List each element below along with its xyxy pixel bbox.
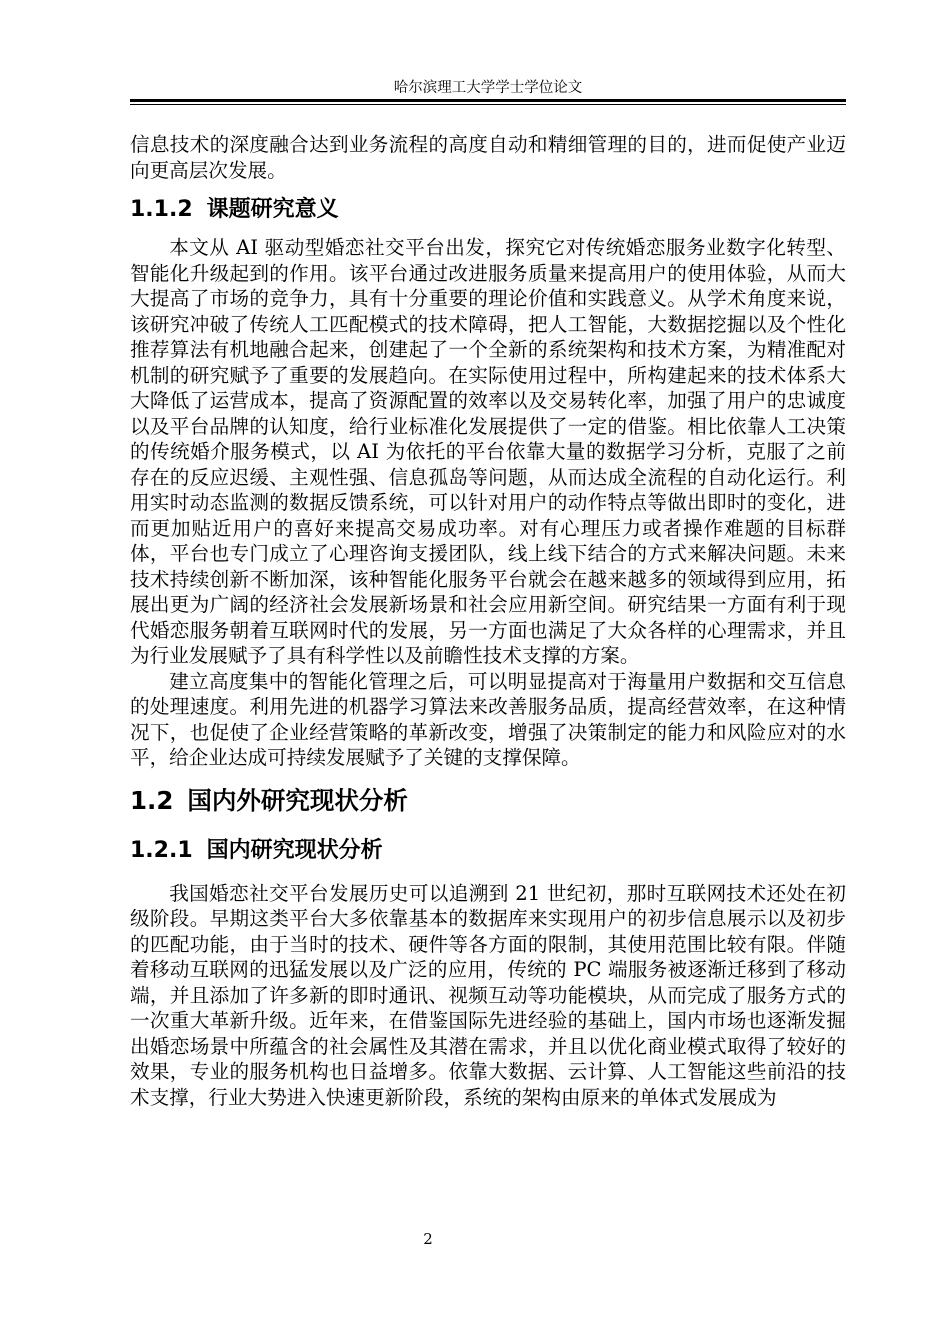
intro-tail-paragraph: 信息技术的深度融合达到业务流程的高度自动和精细管理的目的，进而促使产业迈向更高层次发展。 <box>130 133 846 182</box>
header-rule-thick <box>130 99 846 102</box>
section-title: 国内研究现状分析 <box>206 837 383 863</box>
section-title: 国内外研究现状分析 <box>187 785 408 815</box>
section-number: 1.2.1 <box>130 837 193 863</box>
body-content <box>130 132 846 1110</box>
section-heading-1-1-2 <box>130 196 846 224</box>
section-number: 1.2 <box>130 785 174 815</box>
section-heading-1-2 <box>130 785 846 817</box>
section-title: 课题研究意义 <box>206 197 339 222</box>
section-number: 1.1.2 <box>130 197 193 222</box>
page-number <box>130 1230 846 1248</box>
domestic-research-paragraph: 我国婚恋社交平台发展历史可以追溯到 21 世纪初，那时互联网技术还处在初级阶段。早期这类平台大多依靠基本的数据库来实现用户的初步信息展示以及初步的匹配功能，由于当时的技术、硬件等各方面的限制，其使用范围比较有限。伴随着移动互联网的迅猛发展以及广泛的应用，传统的 PC 端服务被逐渐迁移到了移动端，并且添加了许多新的即时通讯、视频互动等功能模块，从而完成了服务方式的一次重大革新升级。近年来，在借鉴国际先进经验的基础上，国内市场也逐渐发掘出婚恋场景中所蕴含的社会属性及其潜在需求，并且以优化商业模式取得了较好的效果，专业的服务机构也日益增多。依靠大数据、云计算、人工智能这些前沿的技术支撑，行业大势进入快速更新阶段，系统的架构由原来的单体式发展成为 <box>130 881 846 1109</box>
section-heading-1-2-1 <box>130 837 846 865</box>
significance-paragraph-1: 本文从 AI 驱动型婚恋社交平台出发，探究它对传统婚恋服务业数字化转型、智能化升级起到的作用。该平台通过改进服务质量来提高用户的使用体验，从而大大提高了市场的竞争力，具有十分重要的理论价值和实践意义。从学术角度来说，该研究冲破了传统人工匹配模式的技术障碍，把人工智能，大数据挖掘以及个性化推荐算法有机地融合起来，创建起了一个全新的系统架构和技术方案，为精准配对机制的研究赋予了重要的发展趋向。在实际使用过程中，所构建起来的技术体系大大降低了运营成本，提高了资源配置的效率以及交易转化率，加强了用户的忠诚度以及平台品牌的认知度，给行业标准化发展提供了一定的借鉴。相比依靠人工决策的传统婚介服务模式，以 AI 为依托的平台依靠大量的数据学习分析，克服了之前存在的反应迟缓、主观性强、信息孤岛等问题，从而达成全流程的自动化运行。利用实时动态监测的数据反馈系统，可以针对用户的动作特点等做出即时的变化，进而更加贴近用户的喜好来提高交易成功率。对有心理压力或者操作难题的目标群体，平台也专门成立了心理咨询支援团队，线上线下结合的方式来解决问题。未来技术持续创新不断加深，该种智能化服务平台就会在越来越多的领域得到应用，拓展出更为广阔的经济社会发展新场景和社会应用新空间。研究结果一方面有利于现代婚恋服务朝着互联网时代的发展，另一方面也满足了大众各样的心理需求，并且为行业发展赋予了具有科学性以及前瞻性技术支撑的方案。 <box>130 236 846 667</box>
running-header: 哈尔滨理工大学学士学位论文 <box>393 80 583 96</box>
page-number-text: 2 <box>423 1230 433 1248</box>
header-rule-thin <box>130 104 846 105</box>
significance-paragraph-2: 建立高度集中的智能化管理之后，可以明显提高对于海量用户数据和交互信息的处理速度。利用先进的机器学习算法来改善服务品质，提高经营效率，在这种情况下，也促使了企业经营策略的革新改变，增强了决策制定的能力和风险应对的水平，给企业达成可持续发展赋予了关键的支撑保障。 <box>130 669 846 769</box>
